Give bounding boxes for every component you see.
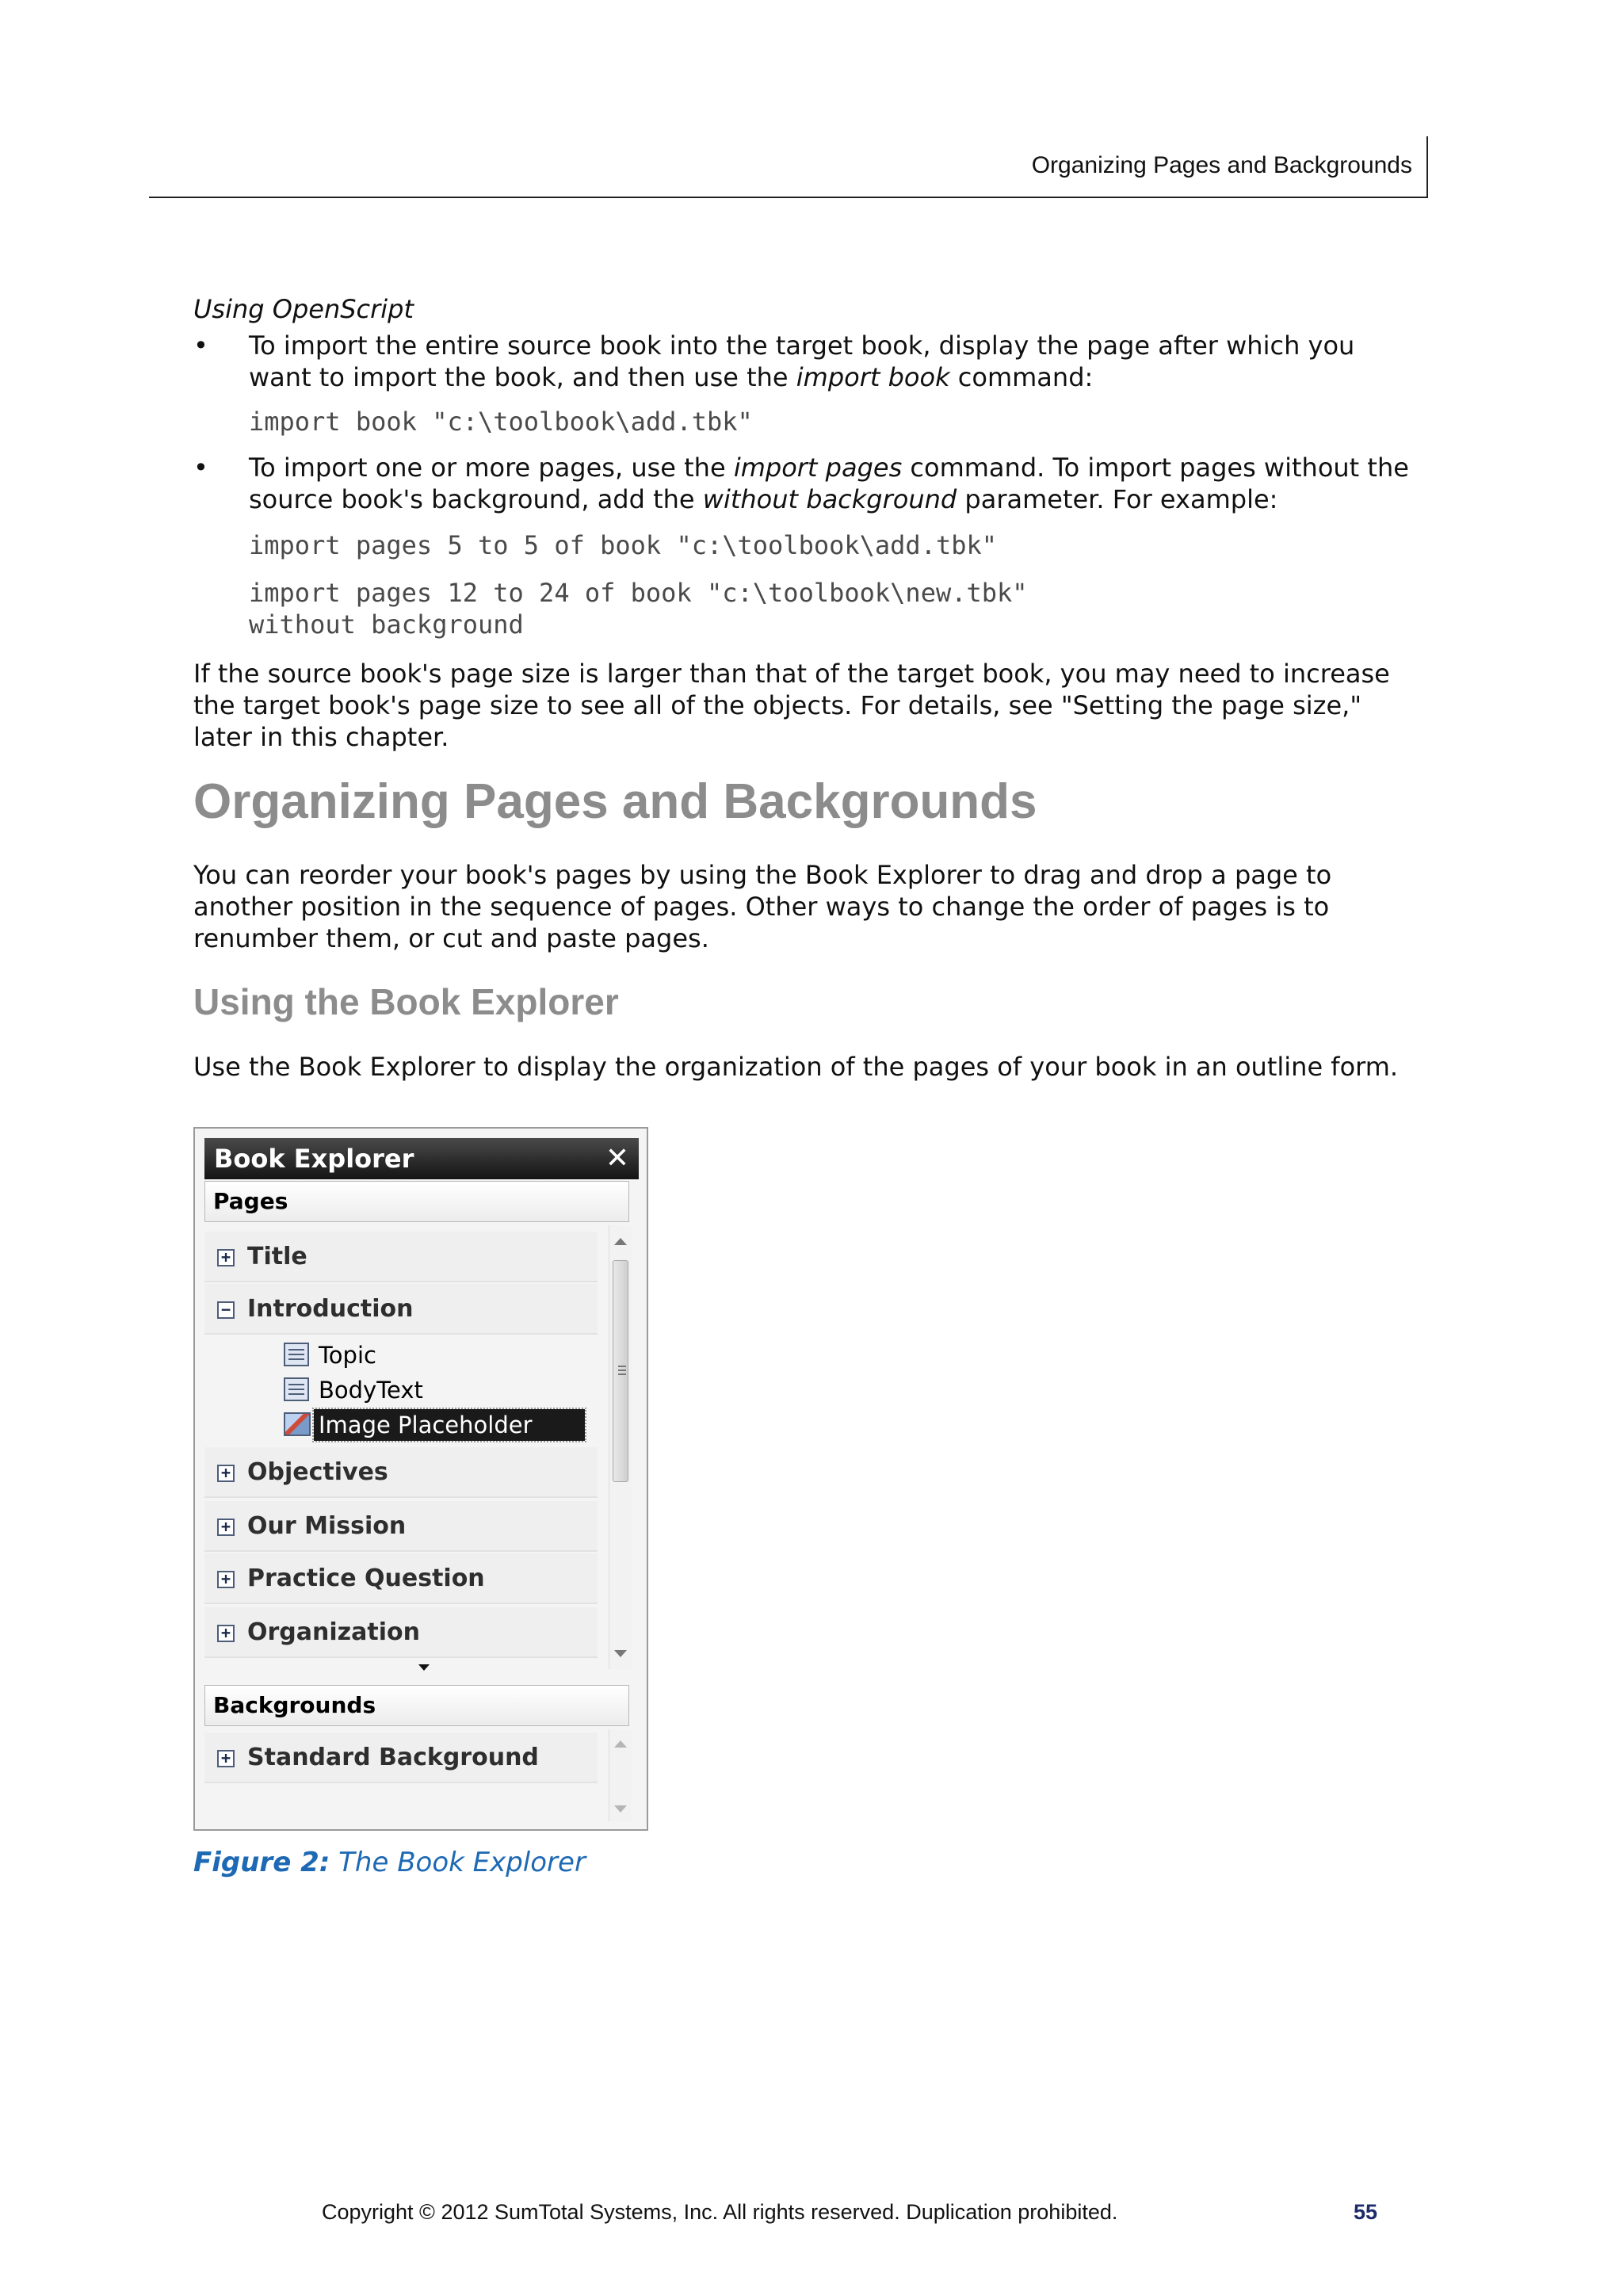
page-icon <box>284 1343 309 1366</box>
scroll-up-icon[interactable] <box>614 1238 627 1245</box>
page-number: 55 <box>1354 2200 1378 2224</box>
subsection-intro: Use the Book Explorer to display the organization of the pages of your book in an outline form. <box>193 1052 1399 1082</box>
bullet-text: To import the entire source book into the target book, display the page after which you want to import the book, and then use the import book command: <box>249 330 1355 392</box>
pages-tree <box>204 1225 607 1646</box>
tree-child-image-placeholder[interactable]: Image Placeholder <box>204 1408 607 1442</box>
header-vertical-rule <box>1426 136 1428 198</box>
running-header: Organizing Pages and Backgrounds <box>1031 152 1412 178</box>
bullet-text: To import one or more pages, use the import pages command. To import pages without the source book's background, add the without background parameter. For example: <box>249 453 1409 514</box>
scroll-up-icon[interactable] <box>614 1740 627 1748</box>
image-icon <box>284 1412 311 1436</box>
expand-icon[interactable]: + <box>217 1465 235 1482</box>
tree-child-topic[interactable]: Topic <box>204 1338 607 1373</box>
tree-item-our-mission[interactable]: + Our Mission <box>204 1501 598 1552</box>
backgrounds-section-header[interactable]: Backgrounds <box>204 1685 629 1726</box>
tree-item-practice-question[interactable]: + Practice Question <box>204 1553 598 1604</box>
pages-scroll-thumb[interactable] <box>613 1260 628 1482</box>
collapse-icon[interactable]: − <box>217 1301 235 1319</box>
expand-icon[interactable]: + <box>217 1571 235 1588</box>
main-content <box>193 293 1414 1083</box>
bullet-glyph: • <box>193 453 208 483</box>
tree-item-introduction[interactable]: − Introduction <box>204 1284 598 1335</box>
pages-section-header[interactable]: Pages <box>204 1181 629 1222</box>
expand-icon[interactable]: + <box>217 1519 235 1536</box>
scroll-down-icon[interactable] <box>614 1805 627 1813</box>
subsection-title: Using the Book Explorer <box>193 981 619 1022</box>
pages-scrollbar[interactable] <box>609 1225 632 1669</box>
scroll-down-icon[interactable] <box>614 1650 627 1657</box>
tree-item-organization[interactable]: + Organization <box>204 1607 598 1658</box>
tree-item-objectives[interactable]: + Objectives <box>204 1447 598 1498</box>
splitter-arrow-icon[interactable] <box>418 1664 430 1671</box>
section-intro: You can reorder your book's pages by using the Book Explorer to drag and drop a page to another position in the sequence of pages. Other ways to change the order of pages is to renumber them, or cut and paste pages. <box>193 860 1332 953</box>
code-import-pages-1: import pages 5 to 5 of book "c:\toolbook\add.tbk" <box>249 530 998 560</box>
page-size-note: If the source book's page size is larger than that of the target book, you may need to increase the target book's page size to see all of the objects. For details, see "Setting the page size," later in this chapter. <box>193 659 1390 752</box>
bullet-import-pages <box>193 452 1414 640</box>
code-import-pages-2: import pages 12 to 24 of book "c:\toolbook\new.tbk" without background <box>249 578 1028 640</box>
bullet-glyph: • <box>193 330 208 361</box>
grip-icon <box>618 1366 626 1367</box>
backgrounds-tree <box>204 1729 607 1823</box>
tree-item-standard-background[interactable]: + Standard Background <box>204 1733 598 1783</box>
close-icon[interactable]: ✕ <box>605 1142 629 1175</box>
code-import-book: import book "c:\toolbook\add.tbk" <box>249 407 753 437</box>
openscript-subhead: Using OpenScript <box>193 294 414 324</box>
book-explorer-window <box>193 1127 648 1831</box>
expand-icon[interactable]: + <box>217 1249 235 1266</box>
openscript-bullets <box>193 330 1414 640</box>
expand-icon[interactable]: + <box>217 1750 235 1767</box>
footer-copyright: Copyright © 2012 SumTotal Systems, Inc. All rights reserved. Duplication prohibited. <box>322 2200 1118 2224</box>
bullet-import-book <box>193 330 1414 437</box>
page-icon <box>284 1377 309 1401</box>
book-explorer-titlebar <box>204 1138 639 1179</box>
figure-caption: Figure 2: The Book Explorer <box>193 1847 586 1878</box>
book-explorer-title: Book Explorer <box>214 1144 414 1174</box>
header-rule <box>149 197 1428 198</box>
tree-child-bodytext[interactable]: BodyText <box>204 1373 607 1408</box>
tree-item-title[interactable]: + Title <box>204 1232 598 1282</box>
section-title: Organizing Pages and Backgrounds <box>193 774 1037 829</box>
expand-icon[interactable]: + <box>217 1625 235 1642</box>
backgrounds-scrollbar[interactable] <box>609 1729 632 1821</box>
